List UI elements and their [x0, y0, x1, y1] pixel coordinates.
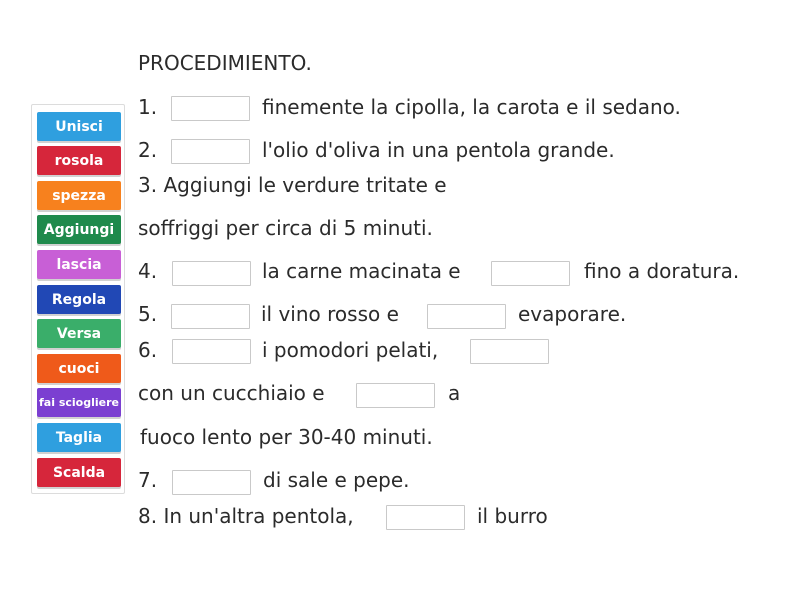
answer-slot-7[interactable] [172, 339, 251, 364]
step-text: il vino rosso e [261, 302, 399, 326]
step-number: 2. [138, 138, 158, 162]
step-text: finemente la cipolla, la carota e il sedano. [262, 95, 681, 119]
step-text: a [448, 381, 461, 405]
step-number: 4. [138, 259, 158, 283]
answer-slot-5[interactable] [171, 304, 250, 329]
tile-regola[interactable]: Regola [37, 285, 121, 314]
tile-versa[interactable]: Versa [37, 319, 121, 348]
step-text: l'olio d'oliva in una pentola grande. [262, 138, 615, 162]
answer-slot-1[interactable] [171, 96, 250, 121]
answer-slot-9[interactable] [356, 383, 435, 408]
step-text: 3. Aggiungi le verdure tritate e [138, 173, 447, 197]
answer-slot-11[interactable] [386, 505, 465, 530]
step-text: con un cucchiaio e [138, 381, 325, 405]
answer-slot-10[interactable] [172, 470, 251, 495]
step-number: 5. [138, 302, 158, 326]
tile-fai-sciogliere[interactable]: fai sciogliere [37, 388, 121, 417]
step-text: soffriggi per circa di 5 minuti. [138, 216, 433, 240]
tile-unisci[interactable]: Unisci [37, 112, 121, 141]
step-text: i pomodori pelati, [262, 338, 439, 362]
answer-slot-3[interactable] [172, 261, 251, 286]
step-text: la carne macinata e [262, 259, 461, 283]
tile-aggiungi[interactable]: Aggiungi [37, 215, 121, 244]
answer-slot-2[interactable] [171, 139, 250, 164]
step-number: 1. [138, 95, 158, 119]
tile-scalda[interactable]: Scalda [37, 458, 121, 487]
step-text: evaporare. [518, 302, 627, 326]
answer-slot-6[interactable] [427, 304, 506, 329]
answer-slot-8[interactable] [470, 339, 549, 364]
step-text: il burro [477, 504, 548, 528]
step-text: fino a doratura. [584, 259, 740, 283]
tile-taglia[interactable]: Taglia [37, 423, 121, 452]
step-text: di sale e pepe. [263, 468, 410, 492]
tile-spezza[interactable]: spezza [37, 181, 121, 210]
word-bank [31, 104, 125, 494]
step-text: fuoco lento per 30-40 minuti. [140, 425, 433, 449]
tile-cuoci[interactable]: cuoci [37, 354, 121, 383]
tile-lascia[interactable]: lascia [37, 250, 121, 279]
step-number: 6. [138, 338, 158, 362]
answer-slot-4[interactable] [491, 261, 570, 286]
step-number: 7. [138, 468, 158, 492]
page-title: PROCEDIMIENTO. [138, 51, 312, 75]
step-text: 8. In un'altra pentola, [138, 504, 354, 528]
tile-rosola[interactable]: rosola [37, 146, 121, 175]
